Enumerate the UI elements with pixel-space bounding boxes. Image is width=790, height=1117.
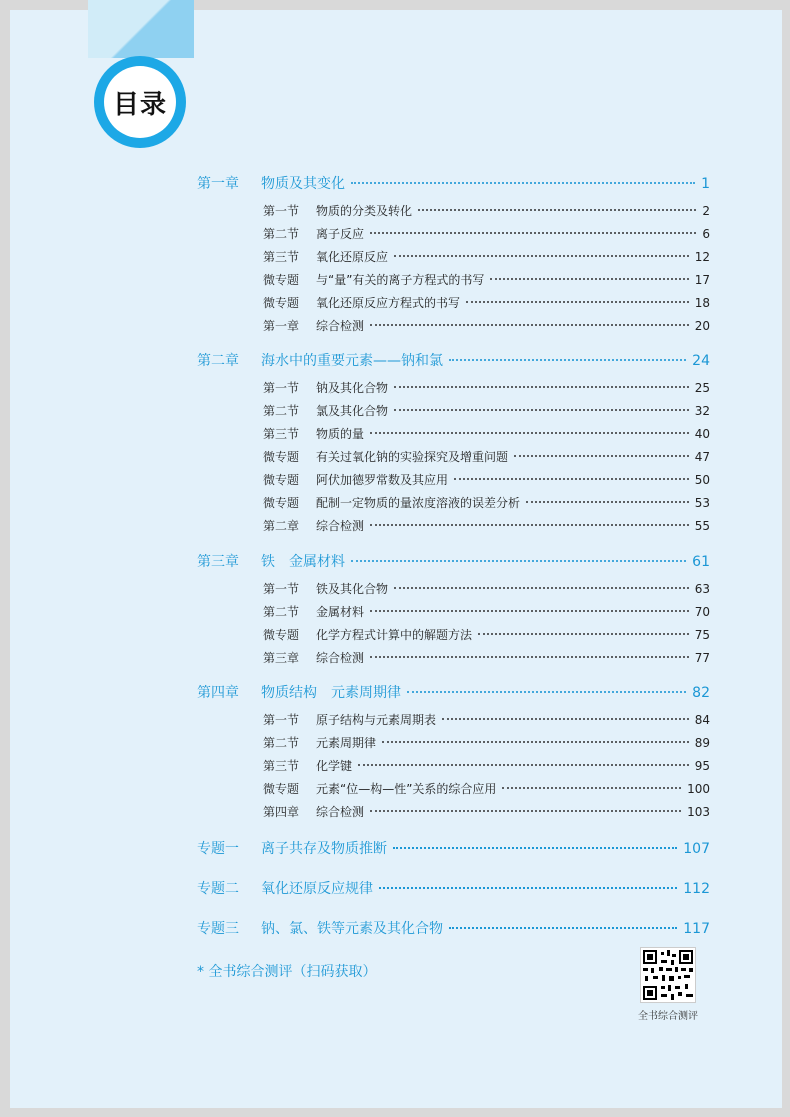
page-number: 20 [694,319,710,333]
chapter-label: 第二章 [197,353,239,369]
leader-dots [407,691,686,693]
toc-badge-label: 目录 [104,66,176,138]
special-label: 专题二 [197,881,239,897]
leader-dots [394,409,689,411]
entry-title: 元素“位—构—性”关系的综合应用 [316,782,497,796]
entry-label: 微专题 [263,628,300,642]
toc-entry[interactable] [263,626,710,643]
page-number: 75 [694,628,710,642]
entry-title: 综合检测 [316,319,365,333]
page-number: 24 [692,353,710,369]
entry-title: 综合检测 [316,651,365,665]
qr-code[interactable] [640,947,696,1003]
leader-dots [449,359,686,361]
entry-title: 有关过氧化钠的实验探究及增重问题 [316,450,509,464]
entry-label: 第二节 [263,404,300,418]
leader-dots [449,927,677,929]
toc-entry[interactable] [263,379,710,396]
entry-title: 物质的量 [316,427,365,441]
entry-label: 第三节 [263,427,300,441]
leader-dots [514,455,689,457]
chapter-title: 物质结构 元素周期律 [261,685,401,701]
assessment-note: * 全书综合测评（扫码获取） [197,964,377,980]
page-number: 89 [694,736,710,750]
leader-dots [454,478,689,480]
entry-label: 第三节 [263,759,300,773]
entry-title: 化学方程式计算中的解题方法 [316,628,473,642]
chapter-title: 物质及其变化 [261,176,345,192]
entry-title: 与“量”有关的离子方程式的书写 [316,273,485,287]
chapter-label: 第一章 [197,176,239,192]
toc-entry[interactable] [263,248,710,265]
toc-entry[interactable] [263,757,710,774]
leader-dots [370,610,689,612]
entry-title: 铁及其化合物 [316,582,389,596]
leader-dots [466,301,689,303]
entry-title: 综合检测 [316,805,365,819]
entry-title: 综合检测 [316,519,365,533]
toc-chapter-1[interactable] [197,173,710,193]
entry-title: 原子结构与元素周期表 [316,713,437,727]
chapter-title: 海水中的重要元素——钠和氯 [261,353,443,369]
special-title: 离子共存及物质推断 [261,841,387,857]
page-number: 32 [694,404,710,418]
qr-code-icon [641,948,695,1002]
page-number: 18 [694,296,710,310]
entry-title: 配制一定物质的量浓度溶液的误差分析 [316,496,521,510]
entry-label: 微专题 [263,450,300,464]
toc-entry[interactable] [263,734,710,751]
toc-entry[interactable] [263,603,710,620]
toc-entry[interactable] [263,317,710,334]
page-number: 6 [702,227,710,241]
entry-label: 第三章 [263,651,300,665]
entry-title: 钠及其化合物 [316,381,389,395]
page-number: 112 [683,881,710,897]
page-number: 100 [687,782,710,796]
entry-title: 氧化还原反应方程式的书写 [316,296,461,310]
leader-dots [370,232,696,234]
page-number: 107 [683,841,710,857]
leader-dots [370,524,689,526]
toc-entry[interactable] [263,202,710,219]
leader-dots [418,209,696,211]
page-number: 12 [694,250,710,264]
leader-dots [370,432,689,434]
entry-label: 第二节 [263,736,300,750]
leader-dots [394,587,689,589]
page-number: 25 [694,381,710,395]
leader-dots [394,255,689,257]
special-label: 专题一 [197,841,239,857]
leader-dots [442,718,689,720]
toc-special-1[interactable] [197,838,710,858]
special-title: 钠、氯、铁等元素及其化合物 [261,921,443,937]
page-number: 50 [694,473,710,487]
entry-label: 第一章 [263,319,300,333]
toc-special-3[interactable] [197,918,710,938]
entry-label: 微专题 [263,496,300,510]
entry-label: 第一节 [263,204,300,218]
toc-entry[interactable] [263,580,710,597]
entry-title: 氧化还原反应 [316,250,389,264]
entry-title: 离子反应 [316,227,365,241]
entry-title: 氯及其化合物 [316,404,389,418]
toc-chapter-4[interactable] [197,682,710,702]
entry-label: 微专题 [263,273,300,287]
entry-label: 第二节 [263,605,300,619]
page-number: 40 [694,427,710,441]
entry-title: 阿伏加德罗常数及其应用 [316,473,449,487]
toc-entry[interactable] [263,471,710,488]
entry-label: 第一节 [263,713,300,727]
special-title: 氧化还原反应规律 [261,881,373,897]
leader-dots [394,386,689,388]
toc-entry[interactable] [263,425,710,442]
bookmark-ribbon [88,0,194,58]
leader-dots [351,182,695,184]
entry-label: 第一节 [263,381,300,395]
toc-entry[interactable] [263,271,710,288]
page-number: 70 [694,605,710,619]
entry-label: 第四章 [263,805,300,819]
page-number: 63 [694,582,710,596]
entry-title: 元素周期律 [316,736,377,750]
entry-label: 第三节 [263,250,300,264]
entry-label: 微专题 [263,473,300,487]
entry-label: 微专题 [263,782,300,796]
page-number: 82 [692,685,710,701]
page-number: 103 [687,805,710,819]
page-number: 1 [701,176,710,192]
leader-dots [370,656,689,658]
page-number: 2 [702,204,710,218]
entry-title: 金属材料 [316,605,365,619]
chapter-title: 铁 金属材料 [261,554,345,570]
leader-dots [502,787,681,789]
qr-caption: 全书综合测评 [638,1011,698,1022]
toc-entry[interactable] [263,494,710,511]
page-number: 55 [694,519,710,533]
toc-badge [94,56,186,148]
entry-label: 第二章 [263,519,300,533]
toc-entry[interactable] [263,803,710,820]
page-number: 61 [692,554,710,570]
toc-special-2[interactable] [197,878,710,898]
chapter-label: 第三章 [197,554,239,570]
leader-dots [358,764,689,766]
toc-entry[interactable] [263,517,710,534]
toc-entry[interactable] [263,649,710,666]
toc-chapter-3[interactable] [197,551,710,571]
page-number: 17 [694,273,710,287]
leader-dots [393,847,677,849]
page-number: 53 [694,496,710,510]
entry-title: 物质的分类及转化 [316,204,413,218]
special-label: 专题三 [197,921,239,937]
toc-entry[interactable] [263,448,710,465]
page-number: 117 [683,921,710,937]
leader-dots [490,278,688,280]
toc-entry[interactable] [263,711,710,728]
leader-dots [478,633,689,635]
page-number: 47 [694,450,710,464]
toc-entry[interactable] [263,225,710,242]
entry-label: 第一节 [263,582,300,596]
leader-dots [379,887,677,889]
entry-title: 化学键 [316,759,353,773]
leader-dots [382,741,689,743]
toc-chapter-2[interactable] [197,350,710,370]
leader-dots [526,501,689,503]
page-number: 84 [694,713,710,727]
page-number: 77 [694,651,710,665]
leader-dots [351,560,686,562]
toc-entry[interactable] [263,402,710,419]
page-number: 95 [694,759,710,773]
entry-label: 第二节 [263,227,300,241]
leader-dots [370,810,681,812]
entry-label: 微专题 [263,296,300,310]
toc-entry[interactable] [263,780,710,797]
toc-entry[interactable] [263,294,710,311]
leader-dots [370,324,689,326]
chapter-label: 第四章 [197,685,239,701]
